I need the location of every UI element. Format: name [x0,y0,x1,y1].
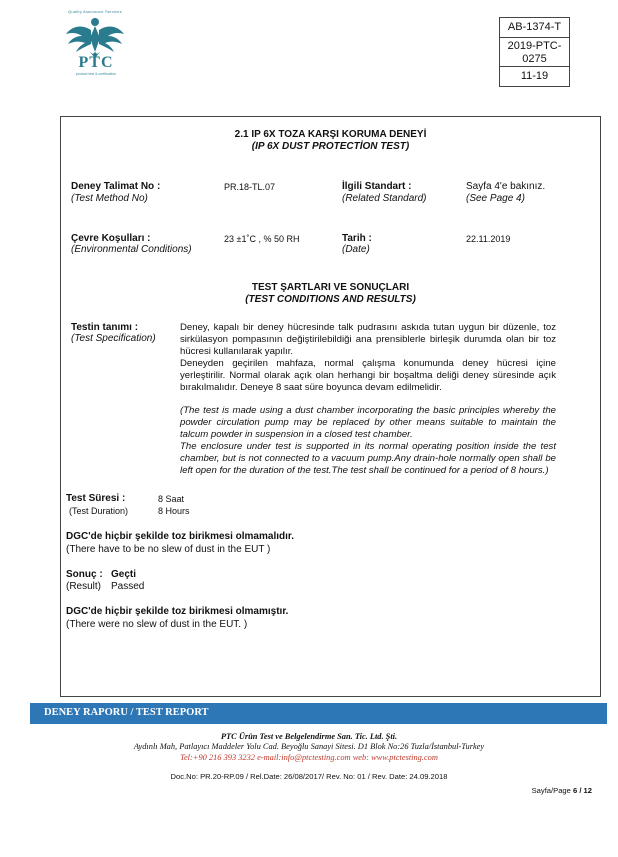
report-code: AB-1374-T [500,18,569,38]
test-title: 2.1 IP 6X TOZA KARŞI KORUMA DENEYİ [234,129,427,140]
env-value: 23 ±1˚C , % 50 RH [224,234,300,244]
spec-text-tr-1: Deney, kapalı bir deney hücresinde talk pudrasını askıda tutan uygun bir düzenle, toz sirkülasyon pompasının değiştirilebildiği ana prensiblerle birleşik durumda olan bir toz hücresi kullanılarak yapılır. [180,322,556,357]
logo-subtext: product test & certification [75,72,117,76]
method-value: PR.18-TL.07 [224,182,276,192]
requirement-text-en: (There have to be no slew of dust in the EUT ) [66,544,271,555]
method-label: Deney Talimat No : [71,181,161,192]
date-label: Tarih : [342,233,372,244]
conditions-title-en: (TEST CONDITIONS AND RESULTS) [245,294,416,305]
duration-label-en: (Test Duration) [69,506,129,516]
result-value: Geçti [111,569,137,580]
spec-label: Testin tanımı : [71,322,139,333]
standard-value-en: (See Page 4) [466,193,525,204]
duration-value: 8 Saat [158,494,185,504]
standard-label-en: (Related Standard) [342,193,427,204]
spec-text-en-1: (The test is made using a dust chamber incorporating the basic principles whereby the powder circulation pump may be replaced by other means suitable to maintain the talcum powder in suspension in a closed test chamber. [180,405,556,440]
company-name: PTC Ürün Test ve Belgelendirme San. Tic. Ltd. Şti. [220,732,398,741]
result-value-en: Passed [111,581,145,592]
env-label-en: (Environmental Conditions) [71,244,192,255]
standard-label: İlgili Standart : [342,181,412,192]
spec-text-en-2: The enclosure under test is supported in its normal operating position inside the test chamber, but is not connected to a vacuum pump.Any drain-hole normally open shall be left open for the duration of the test.The test shall be continued for a period of 8 hours.) [180,441,556,476]
spec-label-en: (Test Specification) [71,333,156,344]
observation-text-en: (There were no slew of dust in the EUT. ) [66,619,248,630]
report-footer-label: DENEY RAPORU / TEST REPORT [44,707,209,718]
test-title-en: (IP 6X DUST PROTECTİON TEST) [251,141,410,152]
report-number-box [499,17,570,87]
date-label-en: (Date) [342,244,370,255]
duration-label: Test Süresi : [66,493,126,504]
page-label: Sayfa/Page [531,786,571,795]
company-contact: Tel:+90 216 393 3232 e-mail:info@ptctesting.com web: www.ptctesting.com [180,753,438,762]
standard-value: Sayfa 4'e bakınız. [466,181,546,192]
result-label-en: (Result) [66,581,102,592]
spec-text-tr-2: Deneyden geçirilen mahfaza, normal çalışma konumunda deney hücresi içine yerleştirilir. Normal olarak açık olan herhangi bir boşaltma deliği deney süresinde açık bırakılmalıdır. Deneye 8 saat süre boyunca devam edilmelidir. [180,358,556,393]
env-label: Çevre Koşulları : [71,233,151,244]
result-label: Sonuç : [66,569,103,580]
document-number: Doc.No: PR.20-RP.09 / Rel.Date: 26/08/2017/ Rev. No: 01 / Rev. Date: 24.09.2018 [170,772,448,781]
report-number: 2019-PTC-0275 [500,38,569,67]
report-date-code: 11-19 [520,70,549,82]
conditions-title: TEST ŞARTLARI VE SONUÇLARI [251,282,410,293]
test-frame [60,116,601,697]
logo-text: PTC [78,54,114,71]
duration-value-en: 8 Hours [158,506,190,516]
logo-tagline: Quality Assurance Services [68,9,122,14]
page-number [470,786,592,795]
method-label-en: (Test Method No) [71,193,148,204]
company-address: Aydınlı Mah, Patlayıcı Maddeler Yolu Cad. Beyoğlu Sanayi Sitesi. D1 Blok No:26 Tuzla/İstanbul-Turkey [133,742,485,751]
date-value: 22.11.2019 [466,234,511,244]
page-value: 6 / 12 [573,786,592,795]
observation-text: DGC'de hiçbir şekilde toz birikmesi olmamıştır. [66,606,289,617]
requirement-text: DGC'de hiçbir şekilde toz birikmesi olmamalıdır. [66,531,295,542]
